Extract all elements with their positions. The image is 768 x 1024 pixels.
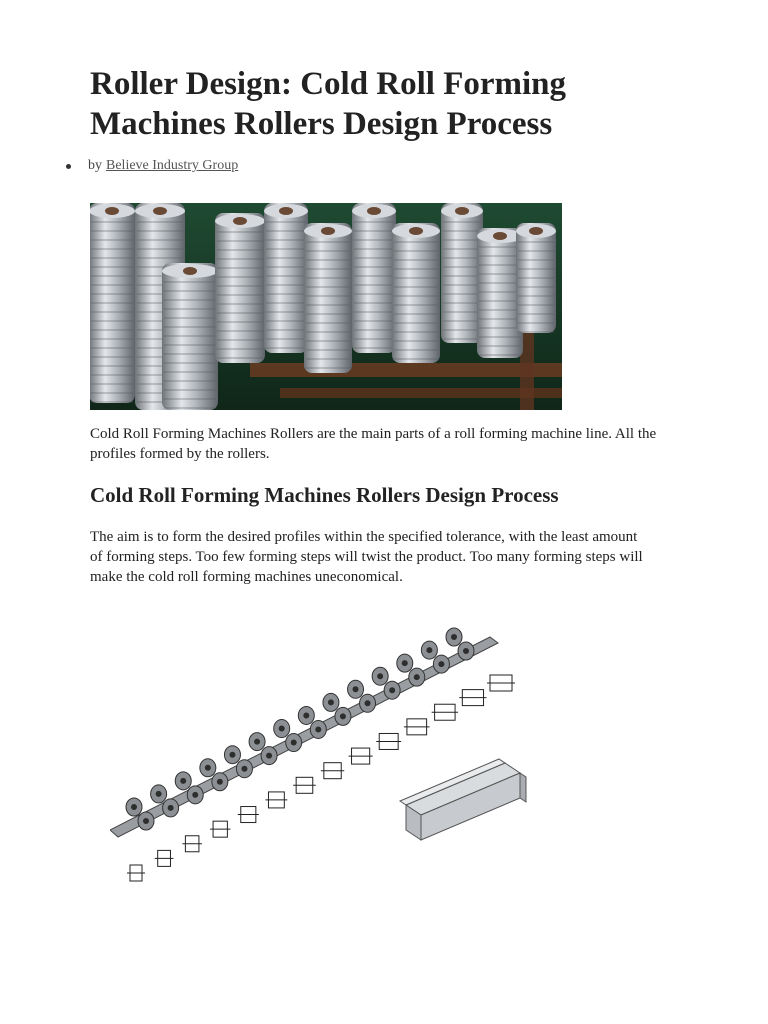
byline-prefix: by — [88, 158, 102, 173]
c-channel-profile — [400, 759, 526, 840]
roller — [392, 223, 440, 363]
profile-section — [404, 719, 430, 735]
profile-section — [127, 865, 145, 881]
profile-section — [487, 675, 515, 691]
profile-section — [182, 836, 202, 852]
rollers-photo-illustration — [90, 203, 562, 410]
intro-paragraph: Cold Roll Forming Machines Rollers are the main parts of a roll forming machine line. All the profiles formed by the rollers. — [90, 426, 657, 462]
profile-section — [265, 792, 287, 808]
profile-section — [293, 777, 316, 793]
roller — [162, 263, 218, 410]
author-link[interactable]: Believe Industry Group — [106, 158, 239, 173]
roller — [264, 203, 308, 353]
roller — [304, 223, 352, 373]
roller — [352, 203, 396, 353]
profile-section — [376, 733, 401, 749]
forming-station — [446, 628, 474, 660]
bullet-icon — [66, 164, 71, 169]
forming-station — [397, 654, 425, 686]
roller — [516, 223, 556, 333]
section-paragraph: The aim is to form the desired profiles within the specified tolerance, with the least amount of forming steps. Too few forming steps will twist the product. Too many forming steps will make the cold roll forming machines uneconomical. — [90, 529, 643, 585]
roller — [90, 203, 135, 403]
forming-station — [421, 641, 449, 673]
profile-section — [238, 807, 259, 823]
roller — [215, 213, 265, 363]
article-title: Roller Design: Cold Roll Forming Machines Rollers Design Process — [90, 66, 567, 142]
rollers-photo — [90, 203, 562, 410]
profile-section — [459, 690, 486, 706]
roll-forming-stations-illustration — [110, 625, 530, 895]
profile-section — [321, 763, 344, 779]
roll-forming-diagram — [110, 625, 530, 895]
byline — [66, 156, 238, 176]
profile-section — [349, 748, 373, 764]
profile-section — [210, 821, 230, 837]
roller — [441, 203, 483, 343]
section-heading: Cold Roll Forming Machines Rollers Design Process — [90, 483, 559, 507]
profile-section — [432, 704, 458, 720]
profile-section — [155, 850, 174, 866]
